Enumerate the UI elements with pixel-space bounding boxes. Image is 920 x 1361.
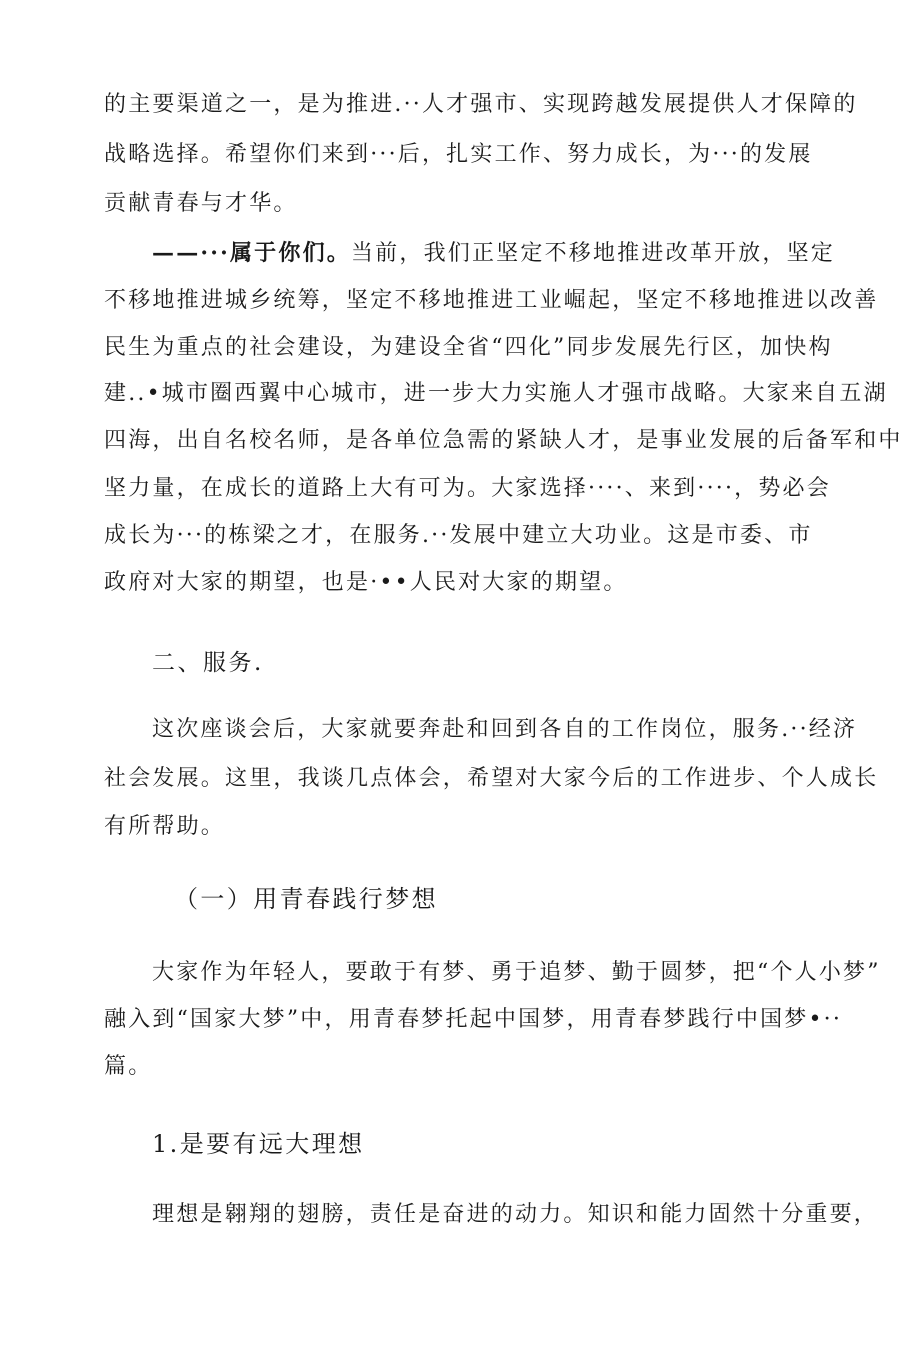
paragraph-line: 这次座谈会后，大家就要奔赴和回到各自的工作岗位，服务.··经济 bbox=[152, 717, 858, 742]
paragraph-line: 贡献青春与才华。 bbox=[104, 191, 298, 216]
paragraph-line: 大家作为年轻人，要敢于有梦、勇于追梦、勤于圆梦，把“个人小梦” bbox=[152, 960, 881, 985]
subsection-heading: （一）用青春践行梦想 bbox=[174, 885, 438, 913]
paragraph-line-rest: 当前，我们正坚定不移地推进改革开放，坚定 bbox=[350, 241, 835, 266]
paragraph-line bbox=[152, 240, 835, 267]
paragraph-line: 社会发展。这里，我谈几点体会，希望对大家今后的工作进步、个人成长 bbox=[104, 766, 879, 791]
paragraph-lead: ——···属于你们。 bbox=[152, 240, 351, 266]
paragraph-line: 战略选择。希望你们来到···后，扎实工作、努力成长，为···的发展 bbox=[104, 142, 813, 167]
paragraph-line: 四海，出自名校名师，是各单位急需的紧缺人才，是事业发展的后备军和中 bbox=[104, 428, 903, 453]
numbered-heading: 1.是要有远大理想 bbox=[152, 1130, 365, 1158]
section-heading: 二、服务. bbox=[152, 650, 264, 676]
paragraph-line: 有所帮助。 bbox=[104, 814, 226, 839]
paragraph-line: 融入到“国家大梦”中，用青春梦托起中国梦，用青春梦践行中国梦•·· bbox=[104, 1007, 843, 1032]
paragraph-line: 成长为···的栋梁之才，在服务.··发展中建立大功业。这是市委、市 bbox=[104, 523, 813, 548]
paragraph-line: 不移地推进城乡统筹，坚定不移地推进工业崛起，坚定不移地推进以改善 bbox=[104, 288, 879, 313]
paragraph-line: 的主要渠道之一，是为推进.··人才强市、实现跨越发展提供人才保障的 bbox=[104, 92, 858, 117]
paragraph-line: 篇。 bbox=[104, 1054, 153, 1079]
paragraph-line: 理想是翱翔的翅膀，责任是奋进的动力。知识和能力固然十分重要， bbox=[152, 1202, 879, 1227]
paragraph-line: 民生为重点的社会建设，为建设全省“四化”同步发展先行区，加快构 bbox=[104, 335, 833, 360]
paragraph-line: 政府对大家的期望，也是·••人民对大家的期望。 bbox=[104, 570, 628, 595]
paragraph-line: 坚力量，在成长的道路上大有可为。大家选择····、来到····，势必会 bbox=[104, 476, 831, 501]
paragraph-line: 建..•城市圈西翼中心城市，进一步大力实施人才强市战略。大家来自五湖 bbox=[104, 381, 888, 406]
